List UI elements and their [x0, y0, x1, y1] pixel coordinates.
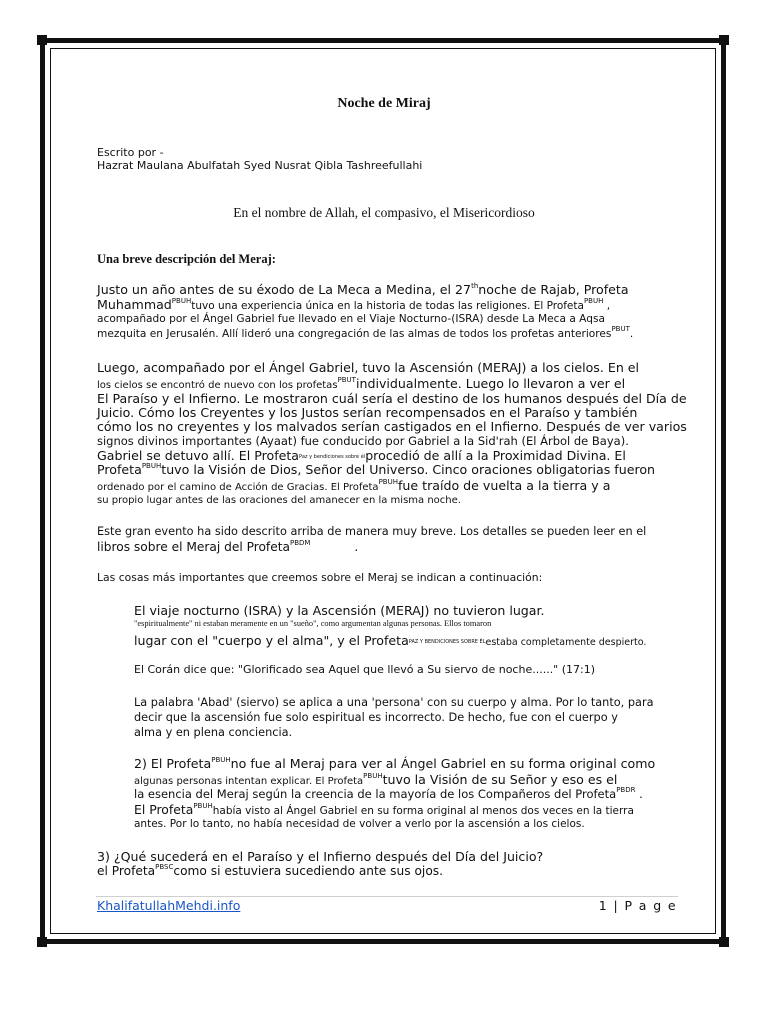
paragraph-4: Las cosas más importantes que creemos sobre el Meraj se indican a continuación: [97, 571, 543, 584]
paragraph-2-line: Profeta$^{PBUH}$tuvo la Visión de Dios, Señor del Universo. Cinco oraciones obligatorias fueron [97, 462, 656, 477]
item-1-line: lugar con el "cuerpo y el alma", y el ProfetaPAZ Y BENDICIONES SOBRE ÉLestaba completamente despierto. [134, 633, 647, 648]
paragraph-2-line: signos divinos importantes (Ayaat) fue conducido por Gabriel a la Sid'rah (El Árbol de Baya). [97, 434, 629, 448]
item-2-line: antes. Por lo tanto, no había necesidad de volver a verlo por la ascensión a los cielos. [134, 818, 585, 830]
item-3-line: 3) ¿Qué sucederá en el Paraíso y el Infierno después del Día del Juicio? [97, 849, 544, 864]
border-corner [37, 35, 47, 45]
paragraph-1-line: mezquita en Jerusalén. Allí lideró una congregación de las almas de todos los profetas anteriores$^{PBUT}$. [97, 325, 634, 340]
item-2-line: la esencia del Meraj según la creencia de la mayoría de los Compañeros del Profeta$^{PBDR}$ . [134, 786, 643, 801]
item-2-line: algunas personas intentan explicar. El Profeta$^{PBUH}$tuvo la Visión de su Señor y eso es el [134, 772, 618, 787]
item-1-line: "espiritualmente" ni estaban meramente en un "sueño", como argumentan algunas personas. Ellos tomaron [134, 619, 492, 628]
item-1-line: La palabra 'Abad' (siervo) se aplica a una 'persona' con su cuerpo y alma. Por lo tanto, para [134, 696, 654, 709]
author-name: Hazrat Maulana Abulfatah Syed Nusrat Qibla Tashreefullahi [97, 159, 423, 172]
paragraph-3-line: Este gran evento ha sido descrito arriba de manera muy breve. Los detalles se pueden leer en el [97, 525, 647, 538]
quran-quote: El Corán dice que: "Glorificado sea Aquel que llevó a Su siervo de noche......" (17:1) [134, 663, 596, 676]
item-1-line: decir que la ascensión fue solo espiritual es incorrecto. De hecho, fue con el cuerpo y [134, 711, 618, 724]
paragraph-2-line: cómo los no creyentes y los malvados serían castigados en el Infierno. Después de ver varios [97, 419, 687, 434]
paragraph-1-line: acompañado por el Ángel Gabriel fue llevado en el Viaje Nocturno-(ISRA) desde La Meca a Aqsa [97, 313, 605, 325]
section-heading: Una breve descripción del Meraj: [97, 252, 276, 266]
paragraph-1-line: Justo un año antes de su éxodo de La Meca a Medina, el 27thnoche de Rajab, Profeta [97, 282, 629, 297]
border-corner [719, 937, 729, 947]
paragraph-2-line: El Paraíso y el Infierno. Le mostraron cuál sería el destino de los humanos después del Día de [97, 391, 687, 406]
document-title: Noche de Miraj [337, 96, 431, 111]
footer-website-link[interactable]: KhalifatullahMehdi.info [97, 898, 241, 913]
page-number: 1 | P a g e [598, 898, 677, 913]
item-1-line: El viaje nocturno (ISRA) y la Ascensión (MERAJ) no tuvieron lugar. [134, 603, 545, 618]
paragraph-2-line: su propio lugar antes de las oraciones del amanecer en la misma noche. [97, 495, 461, 506]
footer-divider [96, 896, 678, 897]
border-corner [37, 937, 47, 947]
item-3-line: el Profeta$^{PBSC}$como si estuviera sucediendo ante sus ojos. [97, 863, 443, 878]
paragraph-2-line: los cielos se encontró de nuevo con los profetas$^{PBUT}$individualmente. Luego lo llevaron a ver el [97, 376, 626, 391]
item-2-line: 2) El Profeta$^{PBUH}$no fue al Meraj para ver al Ángel Gabriel en su forma original como [134, 756, 656, 771]
border-corner [719, 35, 729, 45]
item-2-line: El Profeta$^{PBUH}$había visto al Ángel Gabriel en su forma original al menos dos veces en la tierra [134, 802, 634, 817]
paragraph-3-line: libros sobre el Meraj del Profeta$^{PBDM}$ . [97, 539, 359, 554]
paragraph-2-line: Gabriel se detuvo allí. El ProfetaPaz y bendiciones sobre élprocedió de allí a la Proximidad Divina. El [97, 448, 626, 463]
paragraph-2-line: ordenado por el camino de Acción de Gracias. El Profeta$^{PBUH}$fue traído de vuelta a la tierra y a [97, 478, 611, 493]
invocation: En el nombre de Allah, el compasivo, el Misericordioso [233, 205, 535, 220]
item-1-line: alma y en plena conciencia. [134, 726, 293, 739]
paragraph-2-line: Juicio. Cómo los Creyentes y los Justos serían recompensados en el Paraíso y también [97, 405, 638, 420]
paragraph-1-line: Muhammad$^{PBUH}$tuvo una experiencia única en la historia de todas las religiones. El Profeta$^{PBUH}$ , [97, 297, 611, 312]
paragraph-2-line: Luego, acompañado por el Ángel Gabriel, tuvo la Ascensión (MERAJ) a los cielos. En el [97, 360, 640, 375]
author-label: Escrito por - [97, 146, 164, 159]
